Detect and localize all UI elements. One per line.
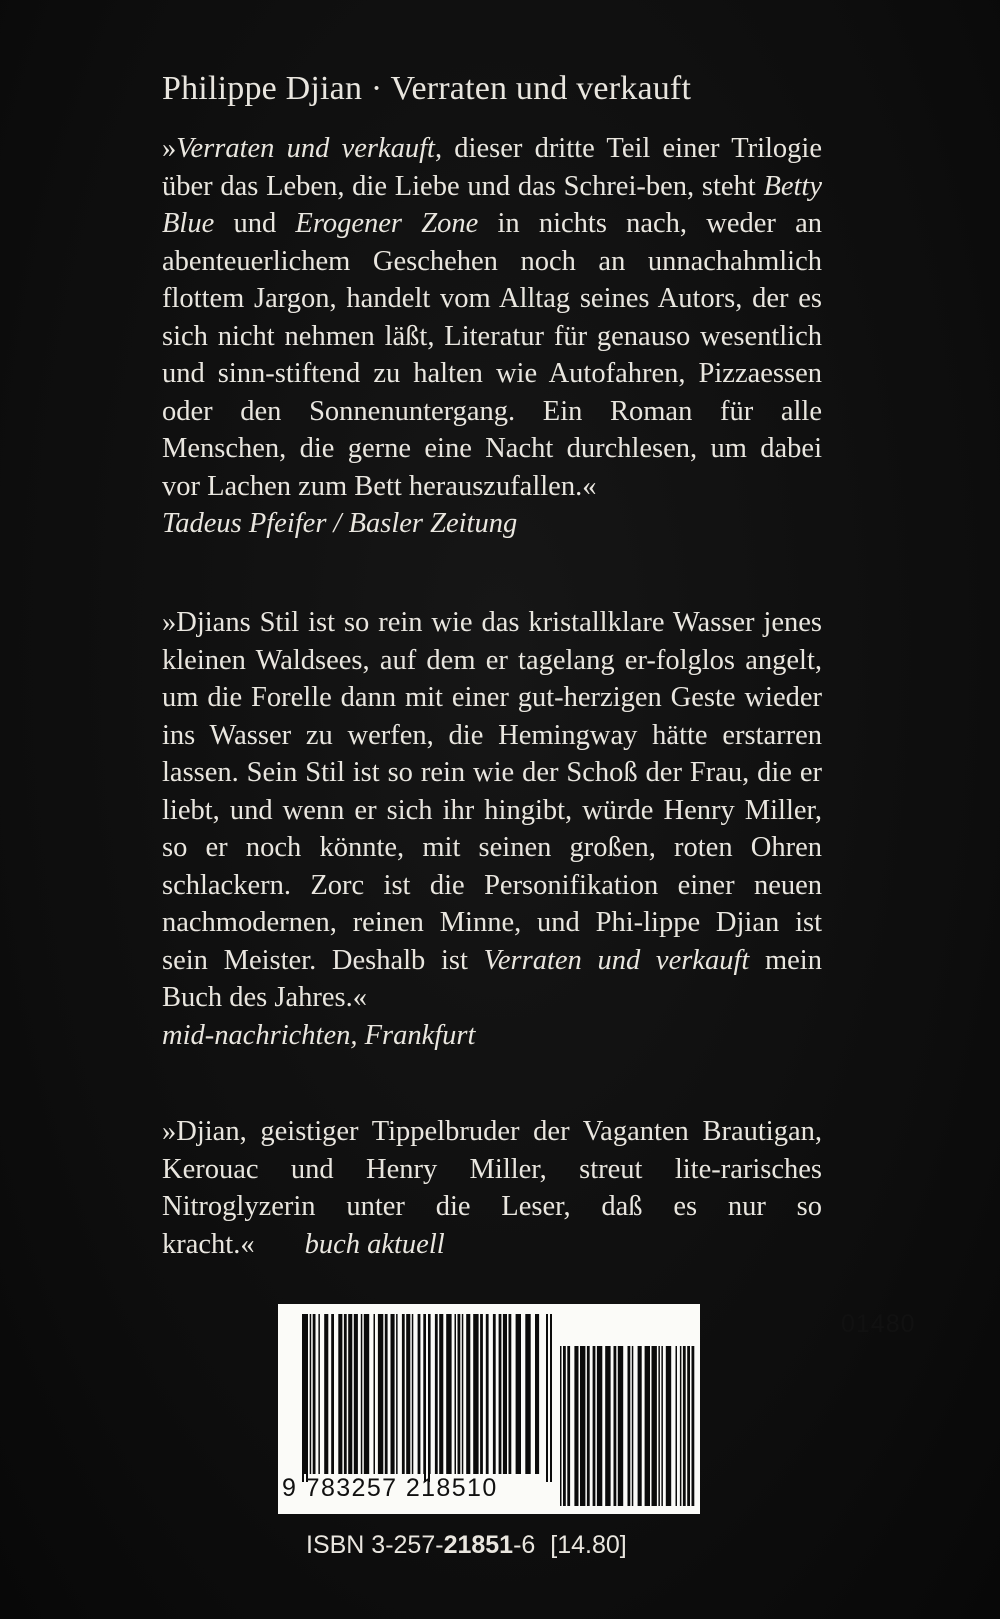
- barcode-guard-bar: [302, 1314, 304, 1482]
- barcode-bar: [406, 1314, 410, 1474]
- review-3-source: buch aktuell: [304, 1228, 445, 1260]
- review-1-source: Tadeus Pfeifer / Basler Zeitung: [162, 508, 518, 539]
- barcode-bar: [338, 1314, 342, 1474]
- barcode-bar: [614, 1346, 617, 1506]
- review-1-book-title: Verraten und verkauft: [176, 133, 435, 164]
- barcode-bar: [563, 1346, 566, 1506]
- barcode-bar: [458, 1314, 461, 1474]
- barcode-bar: [462, 1314, 464, 1474]
- review-2-source: mid-nachrichten, Frankfurt: [162, 1019, 476, 1051]
- barcode-bar: [680, 1346, 682, 1506]
- review-2-book-title: Verraten und verkauft: [483, 944, 750, 976]
- barcode-guard-bar: [424, 1314, 426, 1482]
- barcode-bar: [435, 1314, 438, 1474]
- barcode-bar: [687, 1346, 690, 1506]
- barcode-bar: [480, 1314, 483, 1474]
- review-1: [162, 130, 822, 543]
- barcode-bar: [310, 1314, 312, 1474]
- isbn-bold-part: 21851: [443, 1531, 514, 1559]
- barcode-bar: [348, 1314, 352, 1474]
- review-2-text-a: »Djians Stil ist so rein wie das kristallklare Wasser jenes kleinen Waldsees, auf dem er tagelang er-folglos angelt, um die Forelle dann mit einer gut-herzigen Geste wieder ins Wasser zu werfen, die Hemingway hätte erstarren lassen. Sein Stil ist so rein wie der Schoß der Frau, die er liebt, und wenn er sich ihr hingibt, würde Henry Miller, so er noch könnte, mit seinen großen, roten Ohren schlackern. Zorc ist die Personifikation einer neuen nachmodernen, reinen Minne, und Phi-lippe Djian ist sein Meister. Deshalb ist: [162, 607, 822, 976]
- barcode-bar: [574, 1346, 578, 1506]
- barcode-bar: [516, 1314, 521, 1474]
- barcode-bar: [628, 1346, 631, 1506]
- barcode-bar: [385, 1314, 388, 1474]
- barcode-bar: [313, 1314, 316, 1474]
- barcode-bar: [418, 1314, 421, 1474]
- isbn-suffix: -6: [513, 1531, 536, 1559]
- barcode-bar: [439, 1314, 443, 1474]
- barcode-ean-number: 9 783257 218510: [282, 1474, 498, 1502]
- review-3-text: »Djian, geistiger Tippelbruder der Vaganten Brautigan, Kerouac und Henry Miller, streut lite-rarisches Nitroglyzerin unter die Leser, daß es nur so kracht.«: [162, 1116, 822, 1260]
- barcode-bar: [593, 1346, 596, 1506]
- barcode-bar: [658, 1346, 660, 1506]
- barcode-bar: [525, 1314, 530, 1474]
- barcode-addon-number: 01480: [841, 1310, 916, 1338]
- review-2: [162, 604, 822, 1054]
- barcode-bar: [560, 1346, 562, 1506]
- barcode-guard-bar: [546, 1314, 548, 1482]
- barcode-bar: [580, 1346, 585, 1506]
- review-1-text-b: und: [214, 208, 296, 239]
- barcode-bar: [493, 1314, 496, 1474]
- barcode-bar: [503, 1314, 507, 1474]
- barcode-bar: [535, 1314, 539, 1474]
- barcode-bar: [692, 1346, 695, 1506]
- barcode-bar: [567, 1346, 570, 1506]
- barcode-bar: [396, 1314, 398, 1474]
- isbn-prefix: ISBN 3-257-: [306, 1531, 444, 1559]
- review-1-book-2: Betty Blue: [162, 170, 822, 239]
- barcode-bar: [666, 1346, 671, 1506]
- barcode-bar: [473, 1314, 478, 1474]
- barcode-bar: [374, 1314, 376, 1474]
- review-1-text-a: , dieser dritte Teil einer Trilogie über das Leben, die Liebe und das Schrei-ben, steht: [162, 133, 822, 202]
- barcode-bar: [324, 1314, 328, 1474]
- barcode-bar: [361, 1314, 363, 1474]
- barcode-bar: [652, 1346, 657, 1506]
- cover-title: Philippe Djian · Verraten und verkauft: [162, 70, 692, 107]
- barcode-guard-bar: [550, 1314, 552, 1482]
- barcode-bar: [466, 1314, 470, 1474]
- barcode-bar: [683, 1346, 686, 1506]
- review-1-book-3: Erogener Zone: [295, 208, 479, 239]
- barcode-bar: [661, 1346, 663, 1506]
- isbn-price: [14.80]: [550, 1531, 627, 1559]
- barcode-guard-bar: [306, 1314, 308, 1482]
- review-2-text-b: mein Buch des Jahres.«: [162, 944, 822, 1013]
- barcode-bar: [605, 1346, 610, 1506]
- barcode-bar: [676, 1346, 678, 1506]
- barcode-bar: [499, 1314, 502, 1474]
- barcode-bar: [509, 1314, 512, 1474]
- isbn-line: [306, 1531, 627, 1560]
- barcode-bar: [618, 1346, 623, 1506]
- barcode-bar: [446, 1314, 451, 1474]
- barcode-bar: [412, 1314, 414, 1474]
- review-1-open-quote: »: [162, 133, 177, 164]
- review-3: [162, 1113, 822, 1263]
- barcode-bar: [486, 1314, 489, 1474]
- barcode-label: [278, 1304, 916, 1514]
- barcode-guard-bar: [428, 1314, 430, 1482]
- barcode-bar: [632, 1346, 634, 1506]
- review-1-text-c: in nichts nach, weder an abenteuerlichem Geschehen noch an unnachahmlich flottem Jargon, handelt vom Alltag seines Autors, der es sich nicht nehmen läßt, Literatur für genauso wesentlich und sinn-stiftend zu halten wie Autofahren, Pizzaessen oder den Sonnenuntergang. Ein Roman für alle Menschen, die gerne eine Nacht durchlesen, um dabei vor Lachen zum Bett herauszufallen.«: [162, 208, 822, 502]
- barcode-bar: [344, 1314, 347, 1474]
- barcode-bar: [455, 1314, 457, 1474]
- barcode-bar: [378, 1314, 383, 1474]
- barcode-bar: [402, 1314, 405, 1474]
- barcode-bar: [331, 1314, 334, 1474]
- barcode-bar: [587, 1346, 590, 1506]
- barcode-bar: [638, 1346, 642, 1506]
- barcode-bar: [364, 1314, 369, 1474]
- barcode-bar: [645, 1346, 650, 1506]
- barcode-bar: [318, 1314, 320, 1474]
- barcode-bar: [354, 1314, 358, 1474]
- barcode-bar: [391, 1314, 395, 1474]
- barcode-bar: [597, 1346, 602, 1506]
